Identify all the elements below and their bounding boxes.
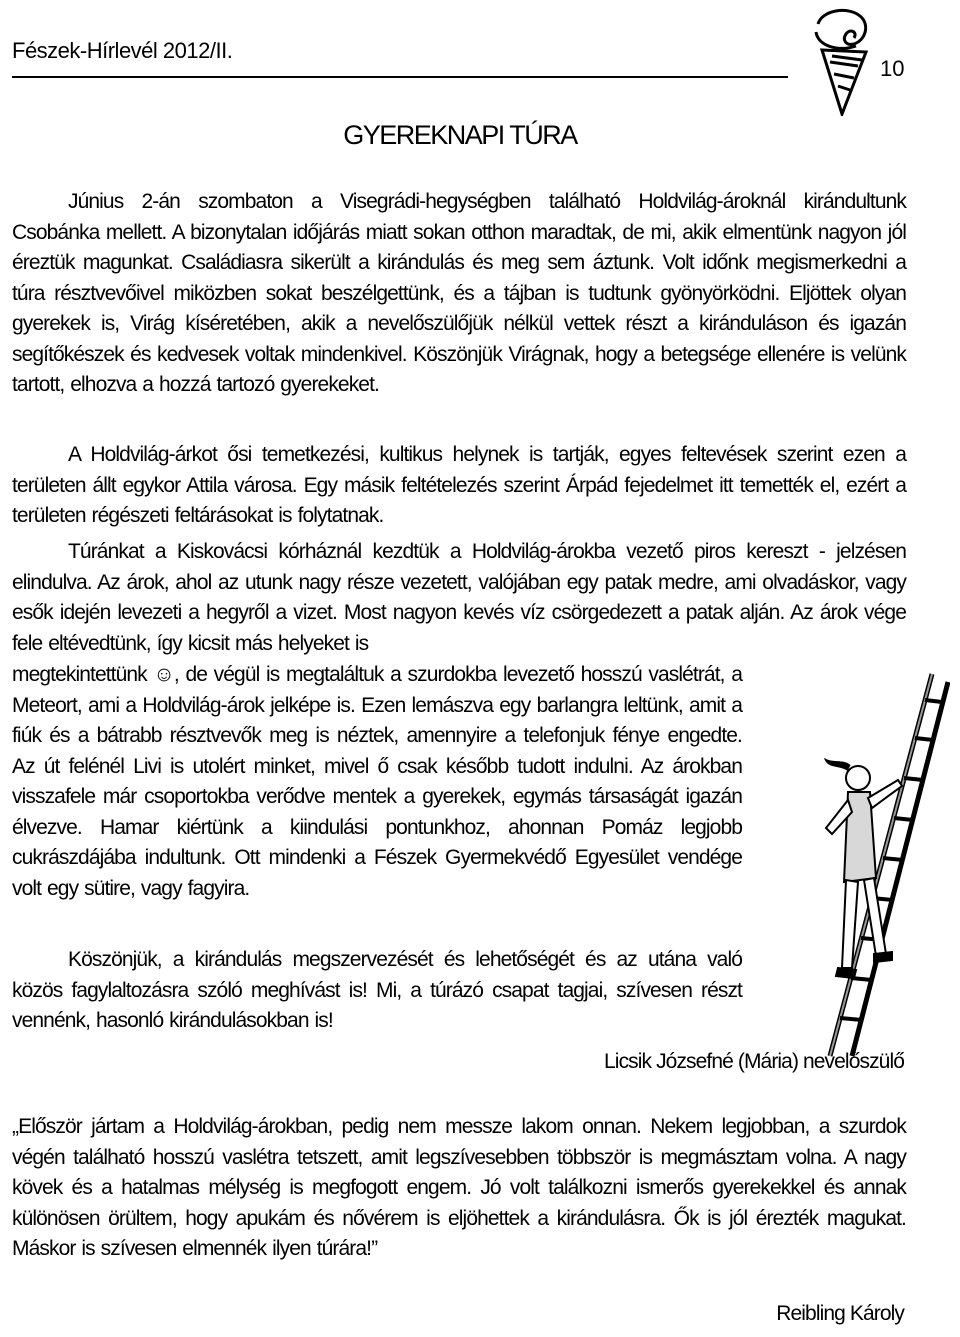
paragraph-thanks: Köszönjük, a kirándulás megszervezését és lehetőségét és az utána való közös fagylaltozásra szóló meghívást is! Mi, a túrázó csapat tagjai, szívesen részt vennénk, hasonló kirándulásokban is! [12,948,742,1032]
article-title: GYEREKNAPI TÚRA [343,120,577,150]
ice-cream-cone-icon [808,6,872,116]
newsletter-title: Fészek-Hírlevél 2012/II. [12,38,233,63]
paragraph-history: A Holdvilág-árkot ősi temetkezési, kultikus helynek is tartják, egyes feltevések szerint ezen a területen állt egykor Attila városa. Egy másik feltételezés szerint Árpád fejedelmet itt temették el, ezért a területen régészeti feltárásokat is folytatnak. [12,443,906,527]
page-number: 10 [880,56,905,81]
header-rule [12,76,788,78]
signature-child: Reibling Károly [776,1302,904,1325]
paragraph-route: Túránkat a Kiskovácsi kórháznál kezdtük a Holdvilág-árokba vezető piros kereszt - jelzésen elindulva. Az árok, ahol az utunk nagy része vezetett, valójában egy patak medre, ami olvadáskor, vagy esők idején levezeti a hegyről a vizet. Most nagyon kevés víz csörgedezett a patak alján. Az árok vége fele eltévedtünk, így kicsit más helyeket is [12,540,906,655]
quote-child: „Először jártam a Holdvilág-árokban, pedig nem messze lakom onnan. Nekem legjobban, a szurdok végén található hosszú vaslétra tetszett, amit legszívesebben többször is megmásztam volna. A nagy kövek és a hatalmas mélység is megfogott engem. Jó volt találkozni ismerős gyerekekkel és annak különösen örültem, hogy apukám és nővérem is eljöhettek a kirándulásra. Ők is jól érezték magukat. Máskor is szívesen elmennék ilyen túrára!” [12,1115,906,1260]
signature-author: Licsik Józsefné (Mária) nevelőszülő [604,1050,904,1073]
ladder-climber-icon [760,668,950,1058]
paragraph-intro: Június 2-án szombaton a Visegrádi-hegységben található Holdvilág-ároknál kirándultunk Csobánka mellett. A bizonytalan időjárás miatt sokan otthon maradtak, de mi, akik elmentünk nagyon jól éreztük magunkat. Családiasra sikerült a kirándulás és meg sem áztunk. Volt időnk megismerkedni a túra résztvevőivel miközben sokat beszélgettünk, és a tájban is tudtunk gyönyörködni. Eljöttek olyan gyerekek is, Virág kíséretében, akik a nevelőszülőjük nélkül vettek részt a kiránduláson és igazán segítőkészek és kedvesek voltak mindenkivel. Köszönjük Virágnak, hogy a betegsége ellenére is velünk tartott, elhozva a hozzá tartozó gyerekeket. [12,190,906,396]
paragraph-route-continued: megtekintettünk ☺, de végül is megtaláltuk a szurdokba levezető hosszú vaslétrát, a Meteort, ami a Holdvilág-árok jelképe is. Ezen lemászva egy barlangra leltünk, amit a fiúk és a bátrabb résztvevők meg is néztek, amennyire a telefonjuk fénye engedte. Az út felénél Livi is utolért minket, mivel ő csak később tudott indulni. Az árokban visszafele már csoportokba verődve mentek a gyerekek, egymás társaságát igazán élvezve. Hamar kiértünk a kiindulási pontunkhoz, ahonnan Pomáz legjobb cukrászdájába indultunk. Ott mindenki a Fészek Gyermekvédő Egyesület vendége volt egy sütire, vagy fagyira. [12,663,742,900]
